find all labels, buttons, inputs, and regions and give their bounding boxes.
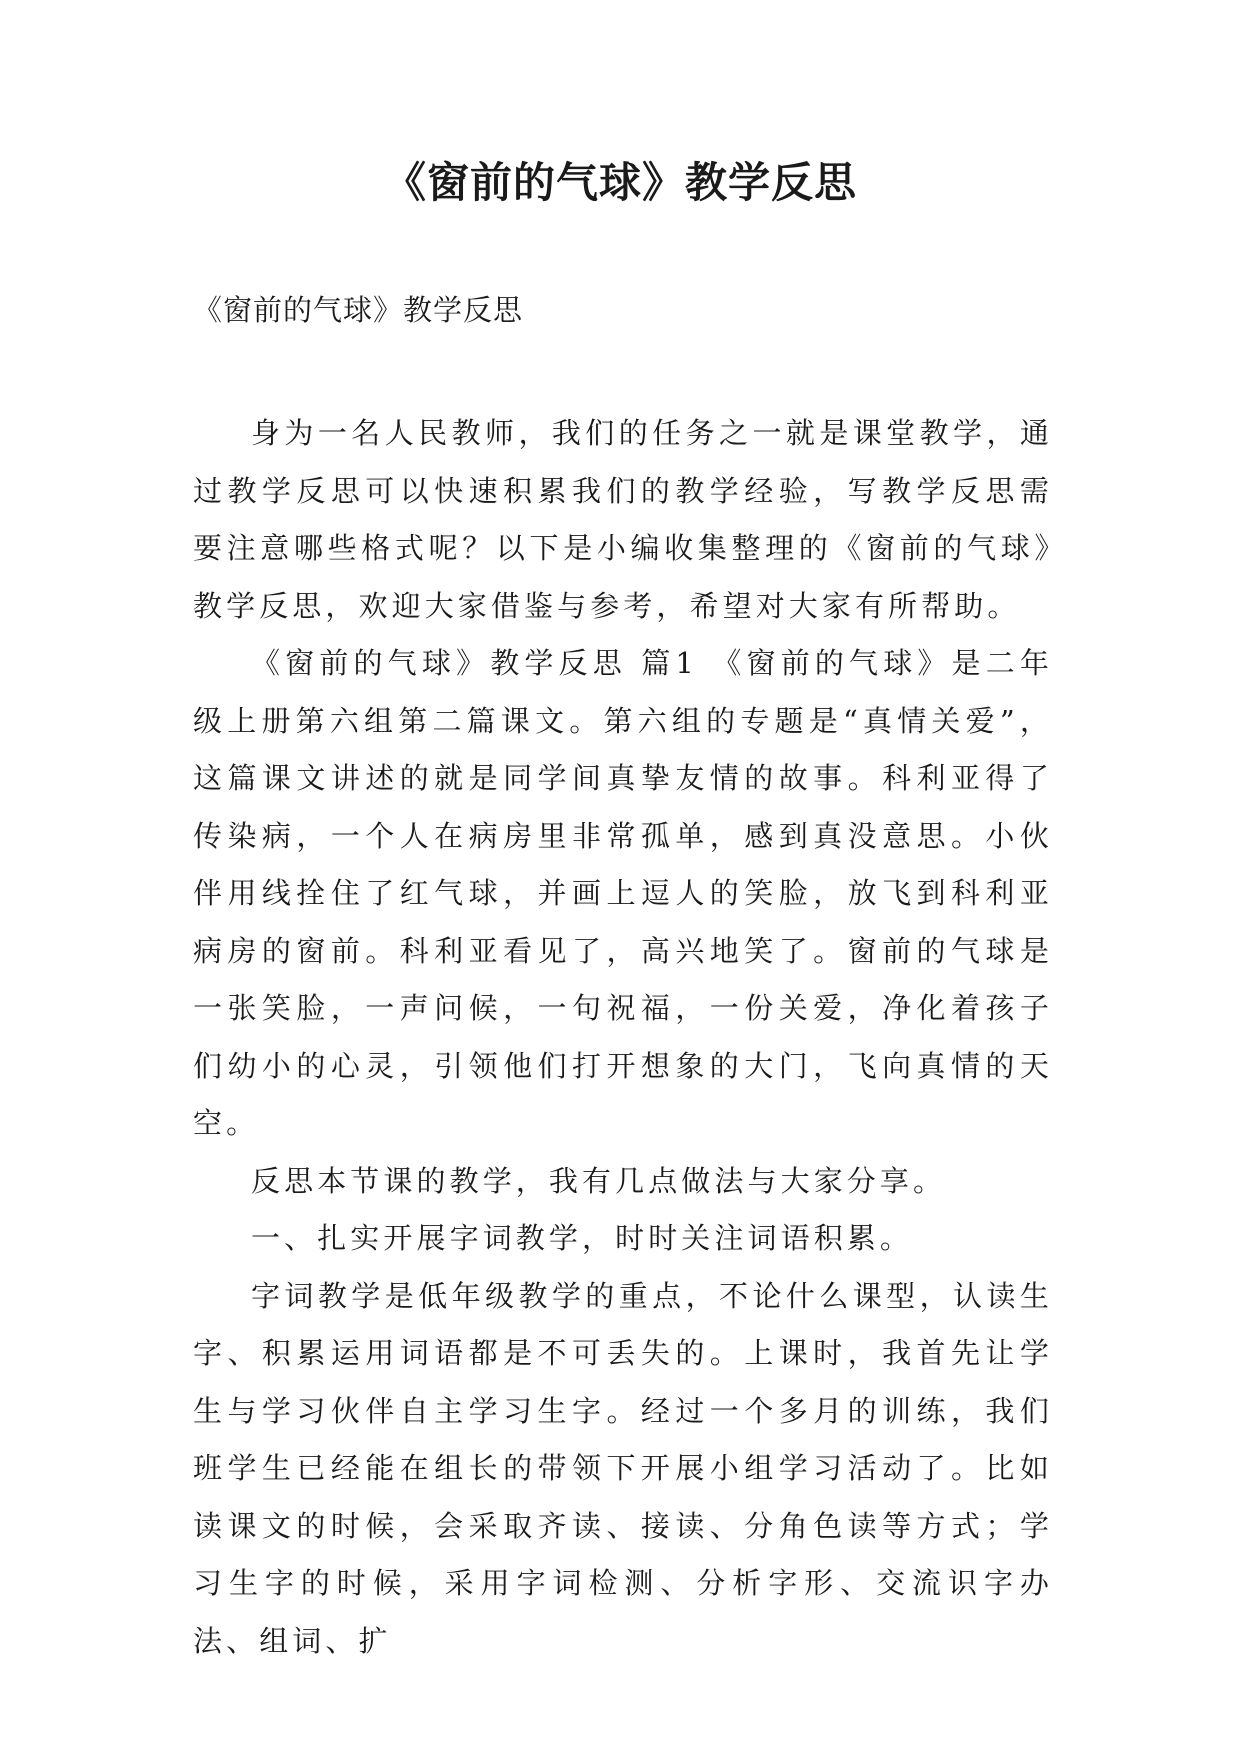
paragraph-intro: 身为一名人民教师，我们的任务之一就是课堂教学，通过教学反思可以快速积累我们的教学经验，写教学反思需要注意哪些格式呢？以下是小编收集整理的《窗前的气球》教学反思，欢迎大家借鉴与参考，希望对大家有所帮助。 bbox=[193, 416, 1053, 623]
paragraph-reflection-intro: 反思本节课的教学，我有几点做法与大家分享。 bbox=[251, 1163, 947, 1198]
paragraph-word-teaching: 字词教学是低年级教学的重点，不论什么课型，认读生字、积累运用词语都是不可丢失的。上课时，我首先让学生与学习伙伴自主学习生字。经过一个多月的训练，我们班学生已经能在组长的带领下开展小组学习活动了。比如读课文的时候，会采取齐读、接读、分角色读等方式；学习生字的时候，采用字词检测、分析字形、交流识字办法、组词、扩 bbox=[193, 1278, 1053, 1658]
paragraph-heading-one: 一、扎实开展字词教学，时时关注词语积累。 bbox=[251, 1221, 914, 1255]
paragraph-part-1: 《窗前的气球》教学反思 篇1 《窗前的气球》是二年级上册第六组第二篇课文。第六组的专题是“真情关爱”，这篇课文讲述的就是同学间真挚友情的故事。科利亚得了传染病，一个人在病房里非常孤单，感到真没意思。小伙伴用线拴住了红气球，并画上逗人的笑脸，放飞到科利亚病房的窗前。科利亚看见了，高兴地笑了。窗前的气球是一张笑脸，一声问候，一句祝福，一份关爱，净化着孩子们幼小的心灵，引领他们打开想象的大门，飞向真情的天空。 bbox=[193, 646, 1053, 1140]
document-body bbox=[193, 405, 1053, 1670]
document-title: 《窗前的气球》教学反思 bbox=[383, 158, 857, 207]
document-subtitle: 《窗前的气球》教学反思 bbox=[193, 293, 524, 327]
